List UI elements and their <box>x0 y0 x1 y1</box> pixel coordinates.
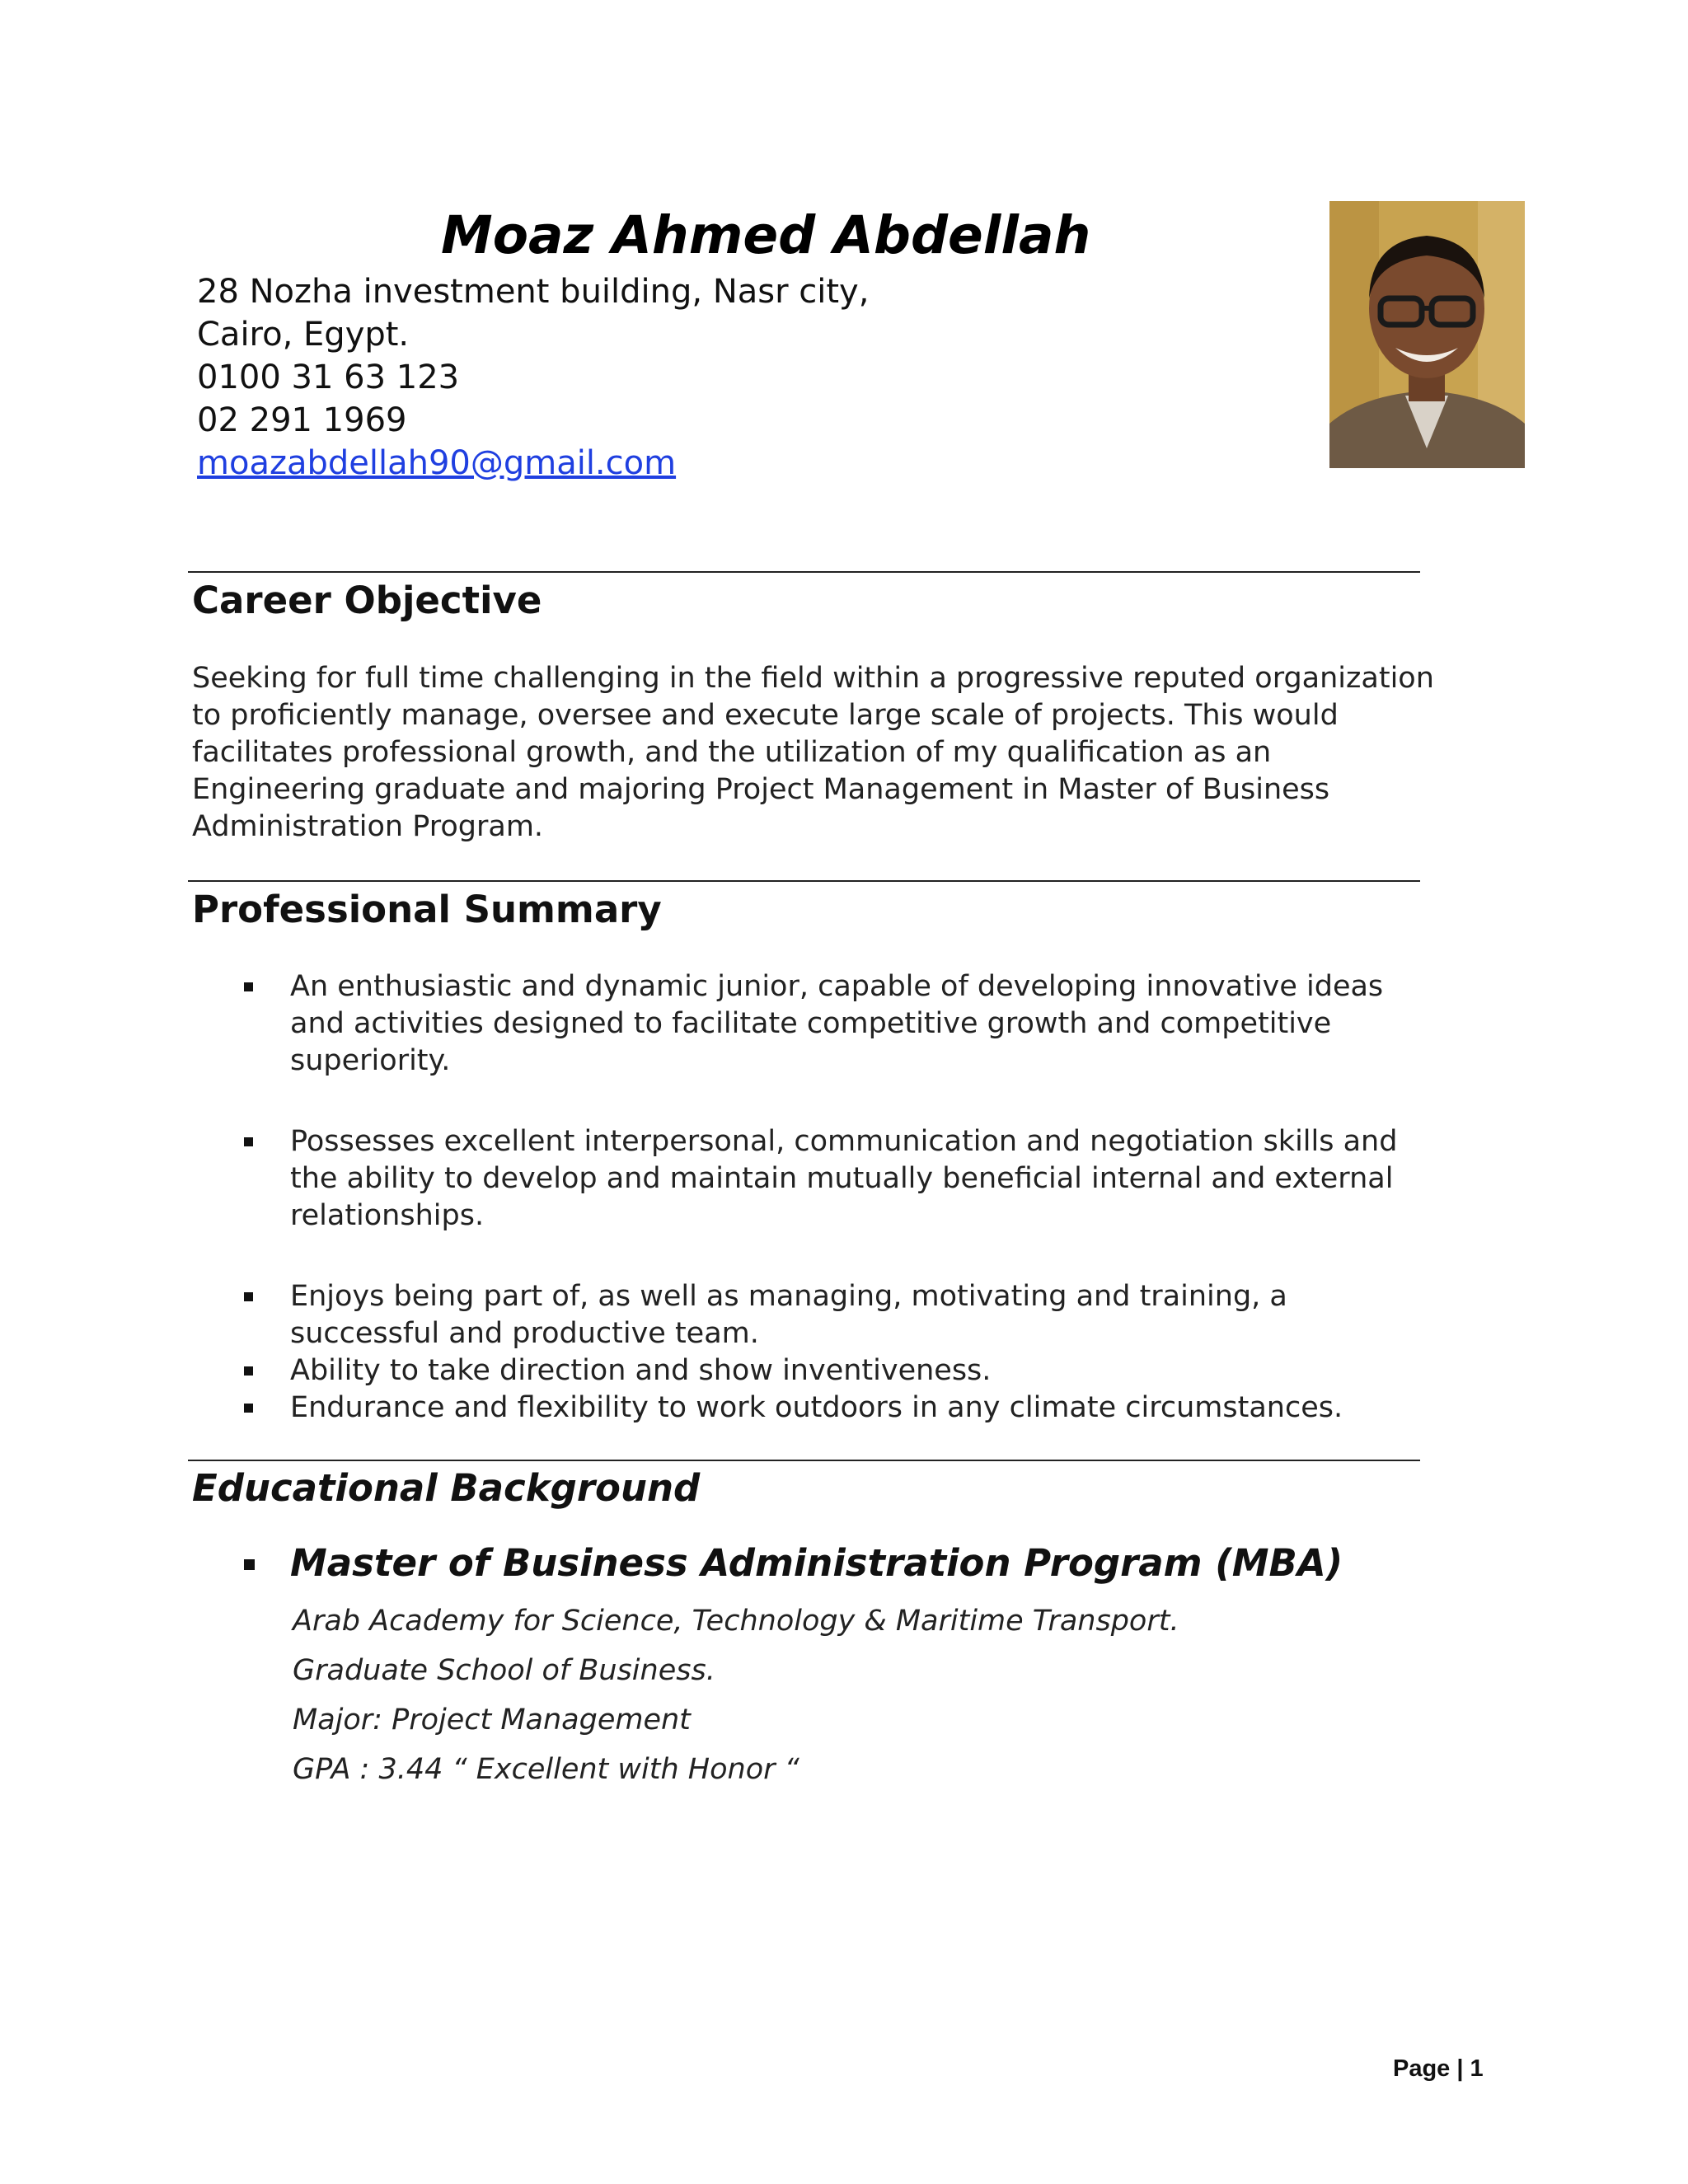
text-line: Ability to take direction and show inventiveness. <box>290 1354 992 1387</box>
bullet-text <box>290 1278 1287 1352</box>
text-line: and activities designed to facilitate competitive growth and competitive <box>290 1007 1332 1040</box>
bullet-marker <box>244 1292 253 1301</box>
school-name: Graduate School of Business. <box>293 1654 715 1687</box>
bullet-text <box>290 968 1383 1080</box>
text-line: facilitates professional growth, and the utilization of my qualification as an <box>192 736 1272 769</box>
candidate-name: Moaz Ahmed Abdellah <box>441 205 1091 265</box>
bullet-marker <box>244 1137 253 1146</box>
text-line: An enthusiastic and dynamic junior, capable of developing innovative ideas <box>290 970 1384 1003</box>
profile-photo <box>1329 201 1525 468</box>
bullet-marker <box>244 1404 253 1413</box>
text-line: superiority. <box>290 1044 451 1077</box>
section-divider <box>188 880 1420 882</box>
institution-name: Arab Academy for Science, Technology & Maritime Transport. <box>293 1605 1179 1638</box>
email-link[interactable]: moazabdellah90@gmail.com <box>197 444 677 482</box>
landline-phone: 02 291 1969 <box>197 401 407 439</box>
bullet-marker <box>244 982 253 991</box>
degree-title: Master of Business Administration Program (MBA) <box>290 1541 1343 1585</box>
career-objective-heading: Career Objective <box>192 579 542 622</box>
major: Major: Project Management <box>293 1704 691 1736</box>
mobile-phone: 0100 31 63 123 <box>197 359 460 396</box>
address-line-2: Cairo, Egypt. <box>197 316 410 354</box>
text-line: relationships. <box>290 1199 485 1232</box>
page-number: Page | 1 <box>1393 2055 1484 2082</box>
text-line: the ability to develop and maintain mutually beneficial internal and external <box>290 1162 1394 1195</box>
bullet-text <box>290 1390 1343 1427</box>
gpa: GPA : 3.44 “ Excellent with Honor “ <box>293 1753 799 1786</box>
career-objective-text <box>192 660 1461 846</box>
professional-summary-heading: Professional Summary <box>192 888 662 931</box>
text-line: successful and productive team. <box>290 1317 759 1350</box>
text-line: Enjoys being part of, as well as managing, motivating and training, a <box>290 1280 1287 1313</box>
text-line: Seeking for full time challenging in the field within a progressive reputed organization <box>192 662 1434 695</box>
bullet-marker <box>244 1366 253 1376</box>
bullet-text <box>290 1123 1397 1235</box>
address-line-1: 28 Nozha investment building, Nasr city, <box>197 273 870 311</box>
profile-photo-illustration <box>1329 201 1525 468</box>
text-line: Possesses excellent interpersonal, communication and negotiation skills and <box>290 1125 1398 1158</box>
education-heading: Educational Background <box>192 1466 701 1510</box>
text-line: Endurance and flexibility to work outdoors in any climate circumstances. <box>290 1391 1343 1424</box>
text-line: Administration Program. <box>192 810 544 843</box>
degree-bullet-marker <box>244 1559 255 1570</box>
section-divider <box>188 1460 1420 1461</box>
text-line: Engineering graduate and majoring Project Management in Master of Business <box>192 773 1330 806</box>
section-divider <box>188 571 1420 573</box>
text-line: to proficiently manage, oversee and execute large scale of projects. This would <box>192 699 1339 732</box>
bullet-text <box>290 1352 991 1390</box>
